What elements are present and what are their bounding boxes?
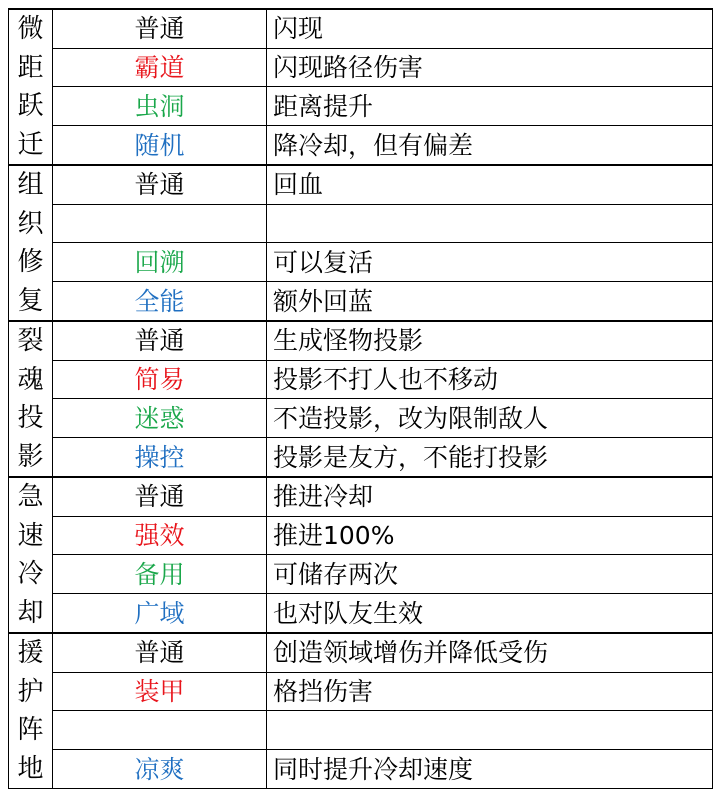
variant-cell: 全能	[53, 282, 267, 321]
table-row	[9, 633, 713, 672]
variant-cell	[53, 204, 267, 243]
category-cell	[9, 477, 53, 633]
category-label: 组织修复	[17, 170, 44, 316]
variant-cell: 简易	[53, 360, 267, 399]
variant-cell: 普通	[53, 9, 267, 48]
description-cell: 推进100%	[267, 516, 713, 555]
category-cell	[9, 321, 53, 477]
table-row	[9, 321, 713, 360]
table-row	[9, 204, 713, 243]
variant-cell: 虫洞	[53, 87, 267, 126]
description-cell	[267, 711, 713, 750]
category-cell	[9, 9, 53, 165]
description-cell: 创造领域增伤并降低受伤	[267, 633, 713, 672]
description-cell: 投影不打人也不移动	[267, 360, 713, 399]
variant-cell: 普通	[53, 321, 267, 360]
variant-cell: 霸道	[53, 48, 267, 87]
description-cell: 推进冷却	[267, 477, 713, 516]
table-row	[9, 516, 713, 555]
table-row	[9, 477, 713, 516]
variant-cell	[53, 711, 267, 750]
table-row	[9, 438, 713, 477]
table-row	[9, 594, 713, 633]
description-cell: 不造投影，改为限制敌人	[267, 399, 713, 438]
description-cell: 闪现	[267, 9, 713, 48]
description-cell	[267, 204, 713, 243]
table-row	[9, 711, 713, 750]
category-cell	[9, 165, 53, 321]
description-cell: 回血	[267, 165, 713, 204]
description-cell: 同时提升冷却速度	[267, 750, 713, 789]
description-cell: 闪现路径伤害	[267, 48, 713, 87]
variant-cell: 随机	[53, 126, 267, 165]
variant-cell: 普通	[53, 477, 267, 516]
table-row	[9, 672, 713, 711]
skill-variant-table	[8, 8, 713, 789]
table-body	[9, 9, 713, 789]
description-cell: 投影是友方，不能打投影	[267, 438, 713, 477]
description-cell: 降冷却，但有偏差	[267, 126, 713, 165]
category-cell	[9, 633, 53, 789]
category-label: 裂魂投影	[17, 326, 44, 472]
description-cell: 也对队友生效	[267, 594, 713, 633]
variant-cell: 装甲	[53, 672, 267, 711]
variant-cell: 操控	[53, 438, 267, 477]
table-row	[9, 48, 713, 87]
variant-cell: 广域	[53, 594, 267, 633]
variant-cell: 凉爽	[53, 750, 267, 789]
description-cell: 额外回蓝	[267, 282, 713, 321]
table-row	[9, 555, 713, 594]
category-label: 微距跃迁	[17, 14, 44, 160]
table-row	[9, 126, 713, 165]
table-row	[9, 750, 713, 789]
table-row	[9, 243, 713, 282]
description-cell: 可储存两次	[267, 555, 713, 594]
table-row	[9, 165, 713, 204]
variant-cell: 迷惑	[53, 399, 267, 438]
description-cell: 距离提升	[267, 87, 713, 126]
category-label: 急速冷却	[17, 482, 44, 628]
variant-cell: 回溯	[53, 243, 267, 282]
variant-cell: 强效	[53, 516, 267, 555]
variant-cell: 备用	[53, 555, 267, 594]
table-row	[9, 360, 713, 399]
variant-cell: 普通	[53, 165, 267, 204]
description-cell: 格挡伤害	[267, 672, 713, 711]
variant-cell: 普通	[53, 633, 267, 672]
table-row	[9, 9, 713, 48]
category-label: 援护阵地	[17, 638, 44, 784]
table-row	[9, 399, 713, 438]
table-row	[9, 87, 713, 126]
table-row	[9, 282, 713, 321]
description-cell: 生成怪物投影	[267, 321, 713, 360]
description-cell: 可以复活	[267, 243, 713, 282]
